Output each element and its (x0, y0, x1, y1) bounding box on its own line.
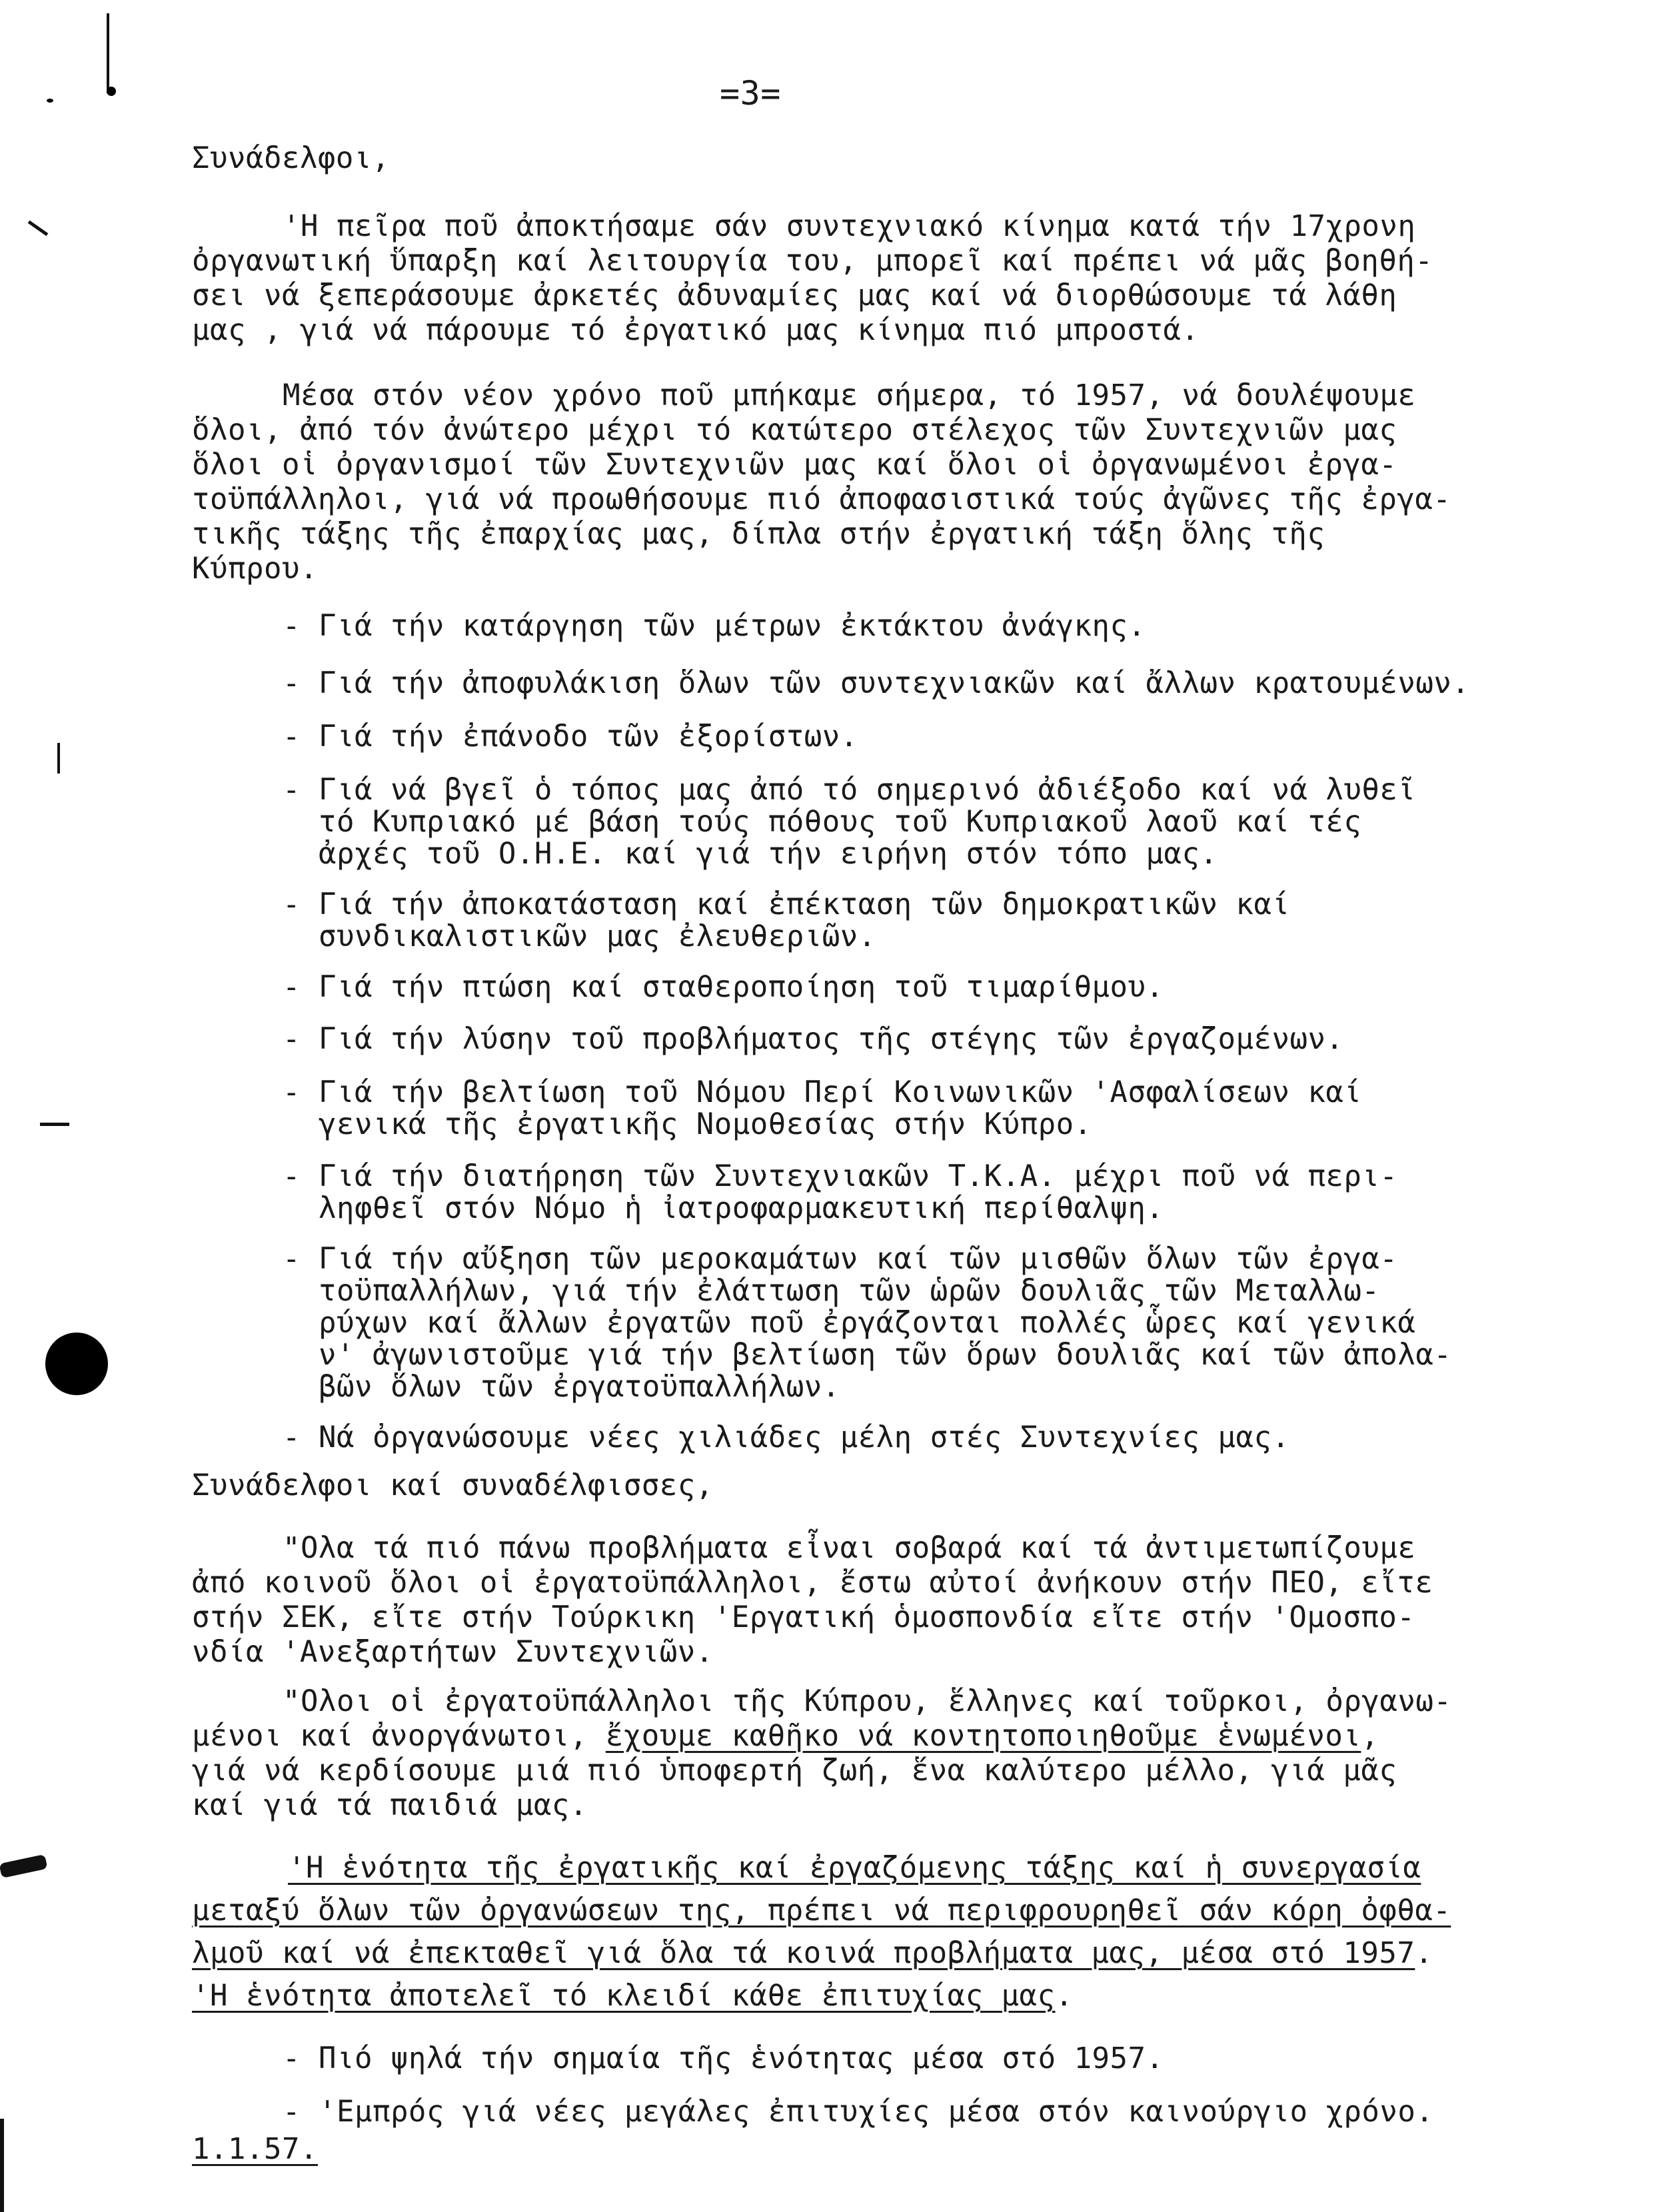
underlined-phrase: ἔχουμε καθῆκο νά κοντητοποιηθοῦμε ἑνωμένοι (605, 1719, 1361, 1753)
text-line: γιά νά κερδίσουμε μιά πιό ὑποφερτή ζωή, ἕνα καλύτερο μέλλο, γιά μᾶς (192, 1754, 1397, 1788)
list-item-continuation: ἀρχές τοῦ Ο.Η.Ε. καί γιά τήν ειρήνη στόν τόπο μας. (283, 837, 1218, 871)
text-line: Μέσα στόν νέον χρόνο ποῦ μπήκαμε σήμερα, τό 1957, νά δουλέψουμε (283, 378, 1416, 412)
list-item: - Γιά τήν ἀποφυλάκιση ὅλων τῶν συντεχνιακῶν καί ἄλλων κρατουμένων. (283, 666, 1470, 700)
text-fragment: . (1055, 1979, 1074, 2013)
text-line: 'Η πεῖρα ποῦ ἀποκτήσαμε σάν συντεχνιακό κίνημα κατά τήν 17χρονη (283, 209, 1416, 243)
margin-tick (40, 1123, 69, 1126)
text-line (192, 1935, 1433, 1972)
text-line: τικῆς τάξης τῆς ἐπαρχίας μας, δίπλα στήν ἐργατική τάξη ὅλης τῆς (192, 517, 1325, 551)
list-item-continuation: ν' ἀγωνιστοῦμε γιά τήν βελτίωση τῶν ὅρων δουλιᾶς καί τῶν ἀπολα- (283, 1338, 1452, 1372)
list-item: - Νά ὀργανώσουμε νέες χιλιάδες μέλη στές Συντεχνίες μας. (283, 1420, 1290, 1454)
text-fragment: , (1361, 1719, 1379, 1753)
margin-line (0, 2119, 4, 2212)
margin-speck (47, 99, 53, 103)
list-item: - Γιά τήν κατάργηση τῶν μέτρων ἐκτάκτου ἀνάγκης. (283, 609, 1146, 643)
margin-line (107, 13, 109, 93)
text-line: τοϋπάλληλοι, γιά νά προωθήσουμε πιό ἀποφασιστικά τούς ἀγῶνες τῆς ἐργα- (192, 482, 1451, 516)
margin-smudge (0, 1854, 48, 1878)
underlined-line: 'Η ἑνότητα τῆς ἐργατικῆς καί ἐργαζόμενης τάξης καί ἡ συνεργασία (288, 1851, 1421, 1885)
underlined-phrase: λμοῦ καί νά ἐπεκταθεῖ γιά ὅλα τά κοινά προβλήματα μας, μέσα στό 1957 (192, 1936, 1415, 1970)
text-line: ὅλοι, ἀπό τόν ἀνώτερο μέχρι τό κατώτερο στέλεχος τῶν Συντεχνιῶν μας (192, 413, 1397, 447)
document-date: 1.1.57. (192, 2132, 318, 2166)
page-number: =3= (720, 74, 781, 113)
list-item-continuation: τοϋπαλλήλων, γιά τήν ἐλάττωση τῶν ὡρῶν δουλιᾶς τῶν Μεταλλω- (283, 1274, 1380, 1308)
list-item-continuation: συνδικαλιστικῶν μας ἐλευθεριῶν. (283, 919, 876, 953)
list-item: - Γιά τήν ἐπάνοδο τῶν ἐξορίστων. (283, 720, 858, 754)
list-item: - Γιά νά βγεῖ ὁ τόπος μας ἀπό τό σημερινό ἀδιέξοδο καί νά λυθεῖ (283, 773, 1416, 807)
text-line: νδία 'Ανεξαρτήτων Συντεχνιῶν. (192, 1635, 714, 1669)
closing-slogan: - Πιό ψηλά τήν σημαία τῆς ἑνότητας μέσα στό 1957. (283, 2041, 1164, 2075)
text-fragment: μένοι καί ἀνοργάνωτοι, (192, 1719, 606, 1753)
list-item: - Γιά τήν διατήρηση τῶν Συντεχνιακῶν Τ.Κ.Α. μέχρι ποῦ νά περι- (283, 1159, 1398, 1193)
margin-line (57, 743, 60, 774)
text-fragment: . (1415, 1936, 1433, 1970)
text-line: μας , γιά νά πάρουμε τό ἐργατικό μας κίνημα πιό μπροστά. (192, 313, 1200, 347)
list-item-continuation: ληφθεῖ στόν Νόμο ἡ ἰατροφαρμακευτική περίθαλψη. (283, 1191, 1164, 1225)
text-line (192, 1977, 1074, 2015)
margin-tick (28, 221, 49, 237)
text-line: "Ολοι οἱ ἐργατοϋπάλληλοι τῆς Κύπρου, ἕλληνες καί τοῦρκοι, ὀργανω- (283, 1684, 1452, 1718)
list-item: - Γιά τήν βελτίωση τοῦ Νόμου Περί Κοινωνικῶν 'Ασφαλίσεων καί (283, 1075, 1362, 1109)
punch-hole (45, 1333, 108, 1395)
underlined-phrase: 'Η ἑνότητα ἀποτελεῖ τό κλειδί κάθε ἐπιτυχίας μας (192, 1979, 1056, 2013)
text-line: ὅλοι οἱ ὀργανισμοί τῶν Συντεχνιῶν μας καί ὅλοι οἱ ὀργανωμένοι ἐργα- (192, 448, 1397, 482)
list-item-continuation: βῶν ὅλων τῶν ἐργατοϋπαλλήλων. (283, 1370, 840, 1404)
greeting: Συνάδελφοι, (192, 141, 390, 175)
text-line: στήν ΣΕΚ, εἴτε στήν Τούρκικη 'Εργατική ὁμοσπονδία εἴτε στήν 'Ομοσπο- (192, 1600, 1415, 1634)
list-item: - Γιά τήν πτώση καί σταθεροποίηση τοῦ τιμαρίθμου. (283, 970, 1164, 1004)
list-item: - Γιά τήν αὔξηση τῶν μεροκαμάτων καί τῶν μισθῶν ὅλων τῶν ἐργα- (283, 1242, 1398, 1276)
list-item-continuation: γενικά τῆς ἐργατικῆς Νομοθεσίας στήν Κύπρο. (283, 1107, 1092, 1141)
list-item: - Γιά τήν λύσην τοῦ προβλήματος τῆς στέγης τῶν ἐργαζομένων. (283, 1022, 1344, 1056)
closing-slogan: - 'Εμπρός γιά νέες μεγάλες ἐπιτυχίες μέσα στόν καινούργιο χρόνο. (283, 2095, 1434, 2129)
list-item-continuation: ρύχων καί ἄλλων ἐργατῶν ποῦ ἐργάζονται πολλές ὧρες καί γενικά (283, 1306, 1416, 1340)
underlined-line: μεταξύ ὅλων τῶν ὀργανώσεων της, πρέπει νά περιφρουρηθεῖ σάν κόρη ὀφθα- (192, 1894, 1451, 1928)
text-line: "Ολα τά πιό πάνω προβλήματα εἶναι σοβαρά καί τά ἀντιμετωπίζουμε (283, 1531, 1416, 1565)
greeting: Συνάδελφοι καί συναδέλφισσες, (192, 1468, 714, 1502)
text-line: καί γιά τά παιδιά μας. (192, 1788, 588, 1822)
list-item: - Γιά τήν ἀποκατάσταση καί ἐπέκταση τῶν δημοκρατικῶν καί (283, 887, 1290, 921)
text-line: ἀπό κοινοῦ ὅλοι οἱ ἐργατοϋπάλληλοι, ἔστω αὐτοί ἀνήκουν στήν ΠΕΟ, εἴτε (192, 1566, 1433, 1600)
text-line: ὀργανωτική ὕπαρξη καί λειτουργία του, μπορεῖ καί πρέπει νά μᾶς βοηθή- (192, 244, 1433, 278)
margin-dot (107, 87, 116, 96)
text-line: Κύπρου. (192, 552, 318, 586)
text-line (192, 1718, 1379, 1755)
text-line: σει νά ξεπεράσουμε ἀρκετές ἀδυναμίες μας καί νά διορθώσουμε τά λάθη (192, 278, 1397, 312)
list-item-continuation: τό Κυπριακό μέ βάση τούς πόθους τοῦ Κυπριακοῦ λαοῦ καί τές (283, 805, 1362, 839)
